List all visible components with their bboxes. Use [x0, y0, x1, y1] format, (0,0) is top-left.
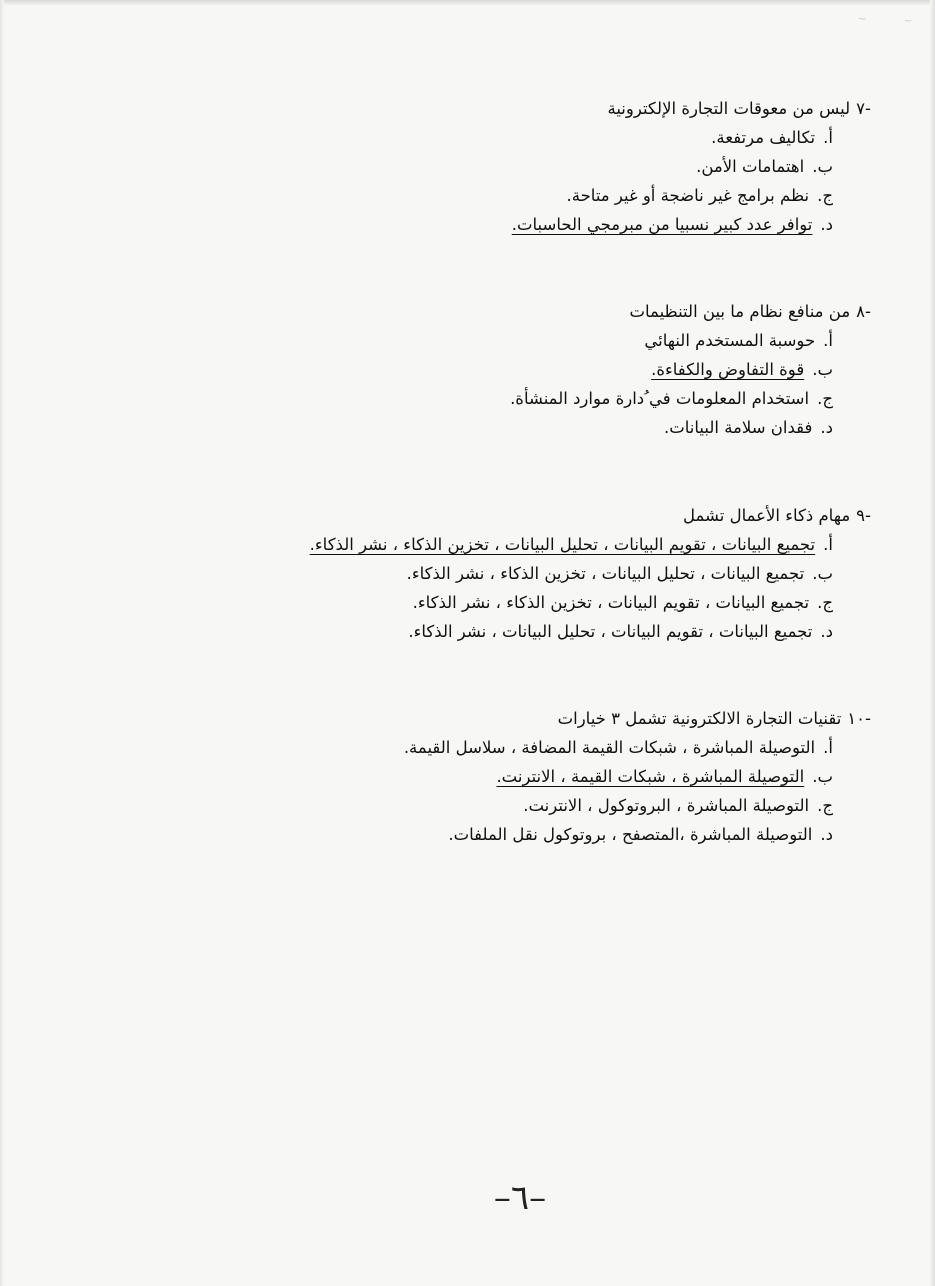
question-number: -١٠ [847, 709, 871, 728]
question-text: من منافع نظام ما بين التنظيمات [629, 302, 851, 321]
option-alif [251, 733, 871, 762]
option-dal [251, 413, 871, 442]
question-heading [251, 94, 871, 123]
question-heading [251, 297, 871, 326]
option-letter: أ. [823, 535, 833, 554]
option-letter: د. [820, 825, 833, 844]
option-ba [251, 355, 871, 384]
correct-answer-text: تجميع البيانات ، تقويم البيانات ، تحليل البيانات ، تخزين الذكاء ، نشر الذكاء. [309, 535, 816, 554]
question-heading [251, 501, 871, 530]
option-text: فقدان سلامة البيانات. [663, 418, 813, 437]
option-letter: ج. [817, 593, 833, 612]
scan-mark: ~ [858, 14, 867, 25]
option-dal [251, 210, 871, 239]
option-text: اهتمامات الأمن. [696, 157, 805, 176]
option-letter: ب. [812, 157, 833, 176]
option-letter: د. [820, 622, 833, 641]
option-alif [251, 326, 871, 355]
option-jim [251, 181, 871, 210]
option-letter: د. [820, 418, 833, 437]
option-jim [251, 384, 871, 413]
question-7 [251, 94, 871, 239]
option-text: تكاليف مرتفعة. [711, 128, 816, 147]
option-letter: أ. [823, 128, 833, 147]
option-text: التوصيلة المباشرة ، شبكات القيمة المضافة ، سلاسل القيمة. [403, 738, 816, 757]
option-letter: أ. [823, 331, 833, 350]
question-text: تقنيات التجارة الالكترونية تشمل ٣ خيارات [557, 709, 842, 728]
option-alif [251, 123, 871, 152]
option-text: حوسبة المستخدم النهائي [644, 331, 816, 350]
option-letter: أ. [823, 738, 833, 757]
option-letter: ب. [812, 360, 833, 379]
option-letter: د. [820, 215, 833, 234]
option-text: تجميع البيانات ، تقويم البيانات ، تخزين الذكاء ، نشر الذكاء. [412, 593, 810, 612]
option-jim [251, 588, 871, 617]
question-number: -٩ [856, 506, 871, 525]
page-number: –٦– [493, 1178, 547, 1218]
question-8 [251, 297, 871, 442]
option-text: تجميع البيانات ، تحليل البيانات ، تخزين الذكاء ، نشر الذكاء. [406, 564, 805, 583]
question-number: -٧ [856, 99, 871, 118]
option-dal [251, 617, 871, 646]
correct-answer-text: توافر عدد كبير نسبيا من مبرمجي الحاسبات. [511, 215, 813, 234]
option-text: استخدام المعلومات في ُدارة موارد المنشأة. [510, 389, 810, 408]
correct-answer-text: قوة التفاوض والكفاءة. [651, 360, 805, 379]
option-text: التوصيلة المباشرة ، البروتوكول ، الانترنت. [523, 796, 810, 815]
option-ba [251, 152, 871, 181]
page-edge-top [0, 0, 935, 6]
question-heading [251, 704, 871, 733]
option-text: التوصيلة المباشرة ،المتصفح ، بروتوكول نقل الملفات. [448, 825, 813, 844]
option-letter: ج. [817, 389, 833, 408]
option-text: نظم برامج غير ناضجة أو غير متاحة. [566, 186, 810, 205]
option-text: تجميع البيانات ، تقويم البيانات ، تحليل البيانات ، نشر الذكاء. [408, 622, 813, 641]
option-dal [251, 820, 871, 849]
option-ba [251, 762, 871, 791]
question-number: -٨ [856, 302, 871, 321]
option-letter: ب. [812, 767, 833, 786]
question-text: مهام ذكاء الأعمال تشمل [683, 506, 851, 525]
page-edge-right [930, 0, 935, 1286]
option-ba [251, 559, 871, 588]
option-letter: ج. [817, 186, 833, 205]
page-edge-left [0, 0, 4, 1286]
question-9 [251, 501, 871, 646]
option-letter: ب. [812, 564, 833, 583]
option-alif [251, 530, 871, 559]
option-jim [251, 791, 871, 820]
correct-answer-text: التوصيلة المباشرة ، شبكات القيمة ، الانترنت. [496, 767, 805, 786]
scan-mark: ~ [904, 16, 913, 27]
question-10 [251, 704, 871, 849]
question-text: ليس من معوقات التجارة الإلكترونية [607, 99, 851, 118]
option-letter: ج. [817, 796, 833, 815]
